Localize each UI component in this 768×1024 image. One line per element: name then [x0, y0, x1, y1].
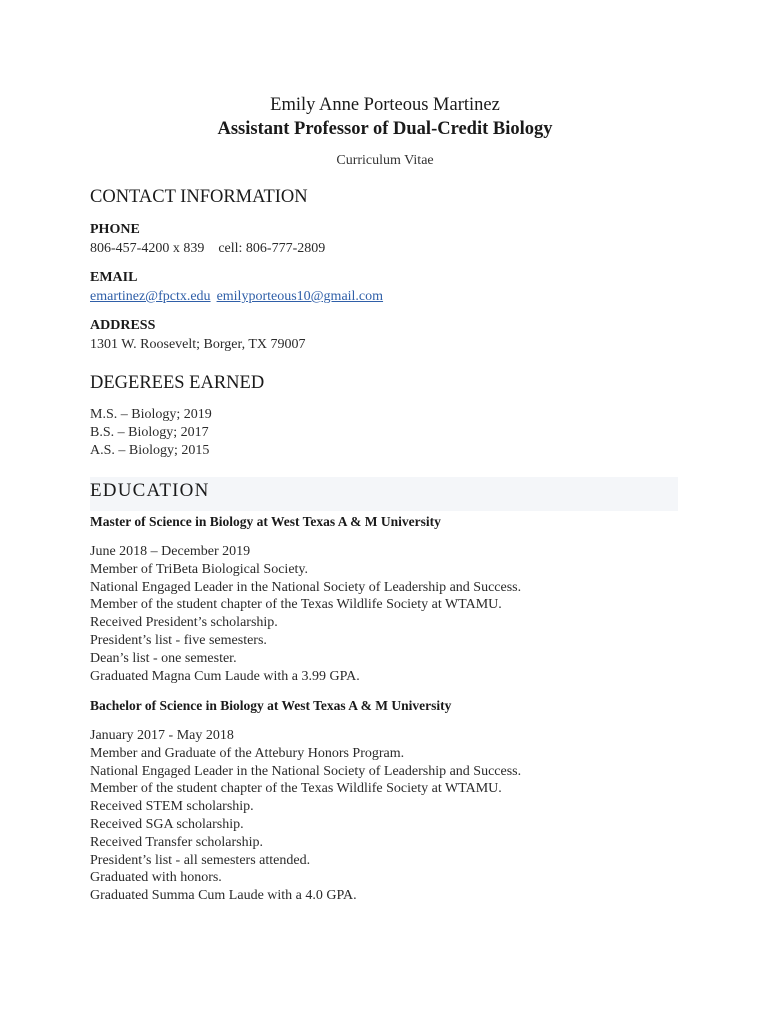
- education-entry-line: Member of the student chapter of the Texas Wildlife Society at WTAMU.: [90, 781, 502, 797]
- contact-heading: CONTACT INFORMATION: [90, 187, 308, 207]
- education-entry-title: Master of Science in Biology at West Texas A & M University: [90, 514, 441, 529]
- email-label: EMAIL: [90, 270, 138, 285]
- degrees-list: [90, 406, 212, 459]
- education-entry-line: Received SGA scholarship.: [90, 816, 244, 832]
- education-entry-line: Graduated Summa Cum Laude with a 4.0 GPA.: [90, 888, 357, 904]
- document-subtitle: Curriculum Vitae: [336, 153, 434, 168]
- education-entry-details: [90, 727, 521, 905]
- person-name: Emily Anne Porteous Martinez: [270, 95, 500, 115]
- education-entry-line: Graduated with honors.: [90, 870, 222, 886]
- education-entry-line: January 2017 - May 2018: [90, 728, 234, 743]
- education-entry-line: Member and Graduate of the Attebury Honors Program.: [90, 745, 405, 761]
- degree-item: B.S. – Biology; 2017: [90, 424, 209, 440]
- degree-item: M.S. – Biology; 2019: [90, 407, 212, 422]
- education-entry-line: President’s list - all semesters attended.: [90, 852, 311, 868]
- email-work-link[interactable]: emartinez@fpctx.edu: [90, 289, 211, 304]
- address-label: ADDRESS: [90, 318, 156, 333]
- address-text: 1301 W. Roosevelt; Borger, TX 79007: [90, 337, 306, 352]
- education-entry-line: National Engaged Leader in the National Society of Leadership and Success.: [90, 763, 522, 779]
- education-entry-line: Dean’s list - one semester.: [90, 650, 237, 666]
- phone-cell: cell: 806-777-2809: [218, 241, 326, 256]
- education-entry-line: Received STEM scholarship.: [90, 799, 254, 815]
- education-entry-line: Received Transfer scholarship.: [90, 834, 264, 850]
- education-entry-details: [90, 543, 521, 685]
- phone-numbers: [90, 240, 325, 258]
- job-title: Assistant Professor of Dual-Credit Biology: [217, 119, 553, 139]
- degree-item: A.S. – Biology; 2015: [90, 442, 210, 458]
- email-personal-link[interactable]: emilyporteous10@gmail.com: [216, 289, 384, 304]
- education-heading-text: EDUCATION: [90, 480, 210, 501]
- phone-office: 806-457-4200 x 839: [90, 241, 205, 256]
- phone-label: PHONE: [90, 222, 140, 237]
- education-entry-line: President’s list - five semesters.: [90, 632, 267, 648]
- email-links: [90, 288, 383, 306]
- education-entry-line: National Engaged Leader in the National Society of Leadership and Success.: [90, 579, 522, 595]
- education-entry-title: Bachelor of Science in Biology at West Texas A & M University: [90, 698, 452, 713]
- education-heading: [90, 477, 678, 511]
- education-entry-line: Member of TriBeta Biological Society.: [90, 561, 309, 577]
- degrees-heading: DEGEREES EARNED: [90, 373, 265, 393]
- education-entry-line: Member of the student chapter of the Texas Wildlife Society at WTAMU.: [90, 597, 502, 613]
- education-entry-line: June 2018 – December 2019: [90, 544, 251, 559]
- education-entry-line: Graduated Magna Cum Laude with a 3.99 GPA.: [90, 668, 360, 684]
- education-entry-line: Received President’s scholarship.: [90, 615, 278, 631]
